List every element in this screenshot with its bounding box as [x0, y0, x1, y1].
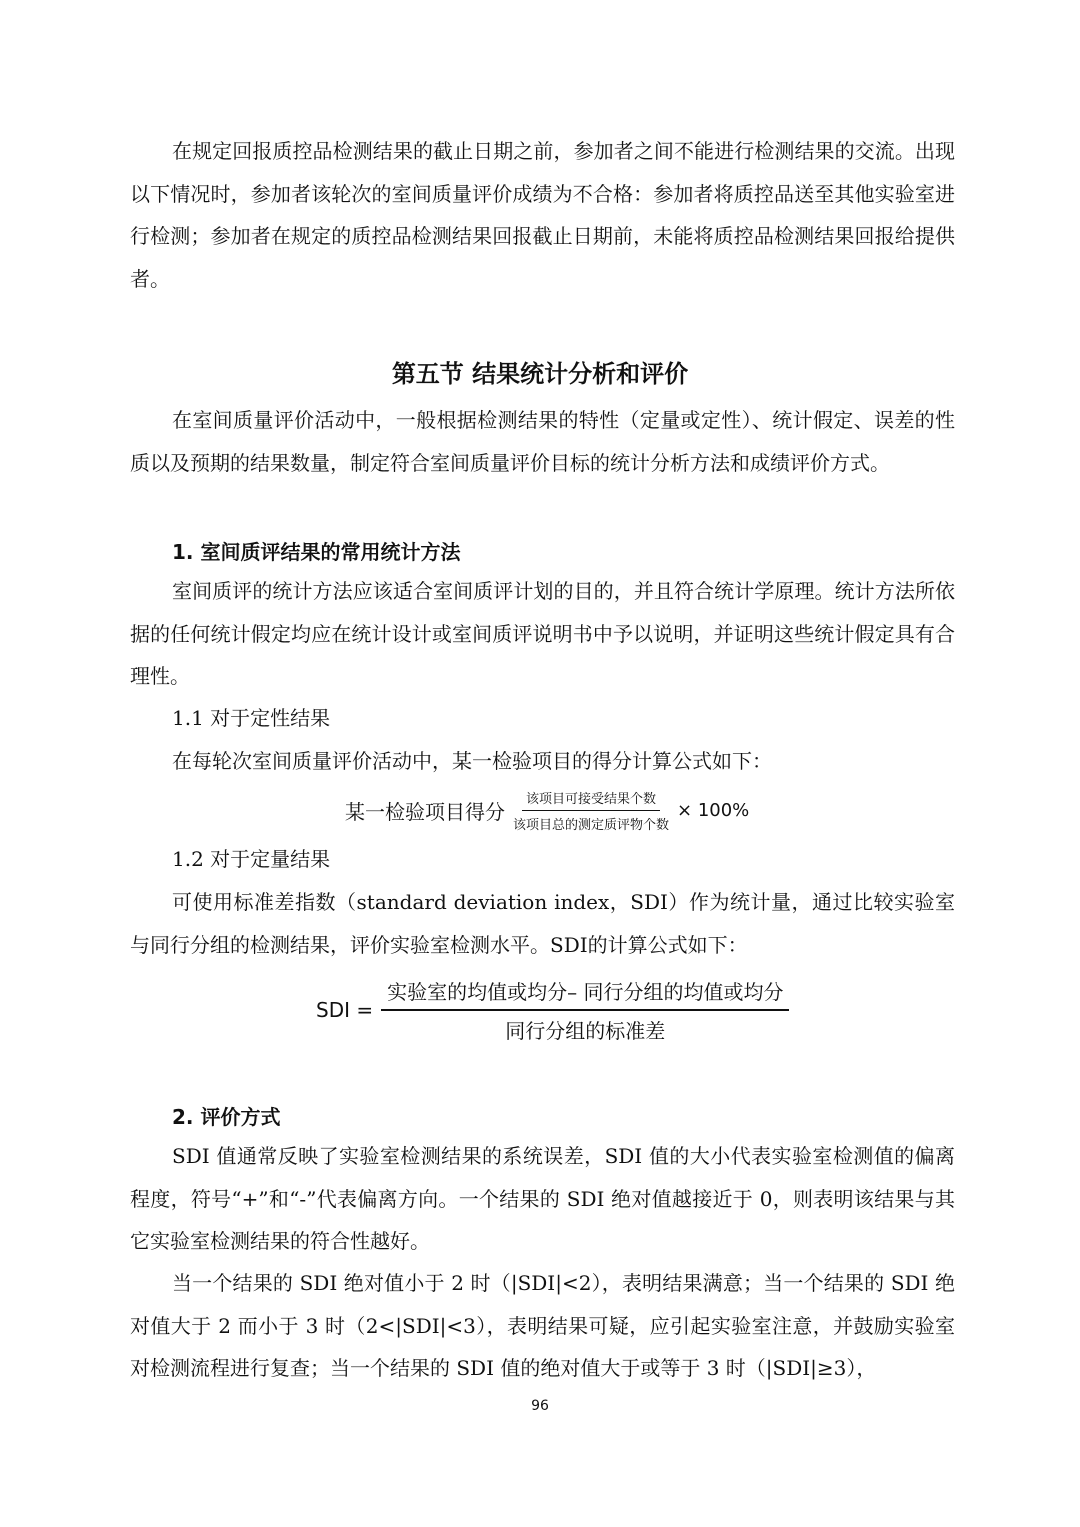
score-formula-fraction — [509, 788, 673, 833]
score-formula — [345, 788, 749, 833]
heading-quantitative-results: 1.2 对于定量结果 — [172, 847, 331, 871]
paragraph-statistical-methods: 室间质评的统计方法应该适合室间质评计划的目的，并且符合统计学原理。统计方法所依据的任何统计假定均应在统计设计或室间质评说明书中予以说明，并证明这些统计假定具有合理性。 — [130, 579, 955, 688]
sdi-formula-lhs: SDI = — [316, 998, 374, 1022]
paragraph-sdi-thresholds: 当一个结果的 SDI 绝对值小于 2 时（|SDI|<2），表明结果满意；当一个结果的 SDI 绝对值大于 2 而小于 3 时（2<|SDI|<3），表明结果可疑，应引起实验室注意，并鼓励实验室对检测流程进行复查；当一个结果的 SDI 值的绝对值大于或等于 3 时（|SDI|≥3）， — [130, 1271, 955, 1380]
sdi-formula-fraction — [381, 976, 789, 1044]
sdi-formula — [316, 976, 789, 1044]
score-formula-denominator: 该项目总的测定质评物个数 — [513, 818, 670, 833]
score-formula-multiplier: × 100% — [677, 800, 750, 821]
heading-evaluation-method: 2. 评价方式 — [172, 1105, 281, 1129]
sdi-formula-numerator: 实验室的均值或均分– 同行分组的均值或均分 — [381, 976, 789, 1011]
paragraph-sdi-meaning: SDI 值通常反映了实验室检测结果的系统误差，SDI 值的大小代表实验室检测值的偏离程度，符号“+”和“-”代表偏离方向。一个结果的 SDI 绝对值越接近于 0，则表明该结果与其它实验室检测结果的符合性越好。 — [130, 1144, 955, 1253]
section-title: 第五节 结果统计分析和评价 — [391, 360, 689, 388]
score-formula-numerator: 该项目可接受结果个数 — [522, 788, 660, 811]
paragraph-sdi-intro: 可使用标准差指数（standard deviation index，SDI）作为统计量，通过比较实验室与同行分组的检测结果，评价实验室检测水平。SDI的计算公式如下： — [130, 890, 955, 957]
paragraph-submission-rules: 在规定回报质控品检测结果的截止日期之前，参加者之间不能进行检测结果的交流。出现以下情况时，参加者该轮次的室间质量评价成绩为不合格：参加者将质控品送至其他实验室进行检测；参加者在规定的质控品检测结果回报截止日期前，未能将质控品检测结果回报给提供者。 — [130, 139, 955, 291]
sdi-formula-denominator: 同行分组的标准差 — [505, 1019, 666, 1043]
page-number: 96 — [531, 1398, 549, 1414]
heading-qualitative-results: 1.1 对于定性结果 — [172, 706, 331, 730]
heading-statistical-methods: 1. 室间质评结果的常用统计方法 — [172, 540, 461, 564]
paragraph-intro: 在室间质量评价活动中，一般根据检测结果的特性（定量或定性）、统计假定、误差的性质以及预期的结果数量，制定符合室间质量评价目标的统计分析方法和成绩评价方式。 — [130, 408, 955, 475]
paragraph-score-formula-intro: 在每轮次室间质量评价活动中，某一检验项目的得分计算公式如下： — [172, 749, 772, 773]
score-formula-lhs: 某一检验项目得分 — [345, 800, 505, 824]
